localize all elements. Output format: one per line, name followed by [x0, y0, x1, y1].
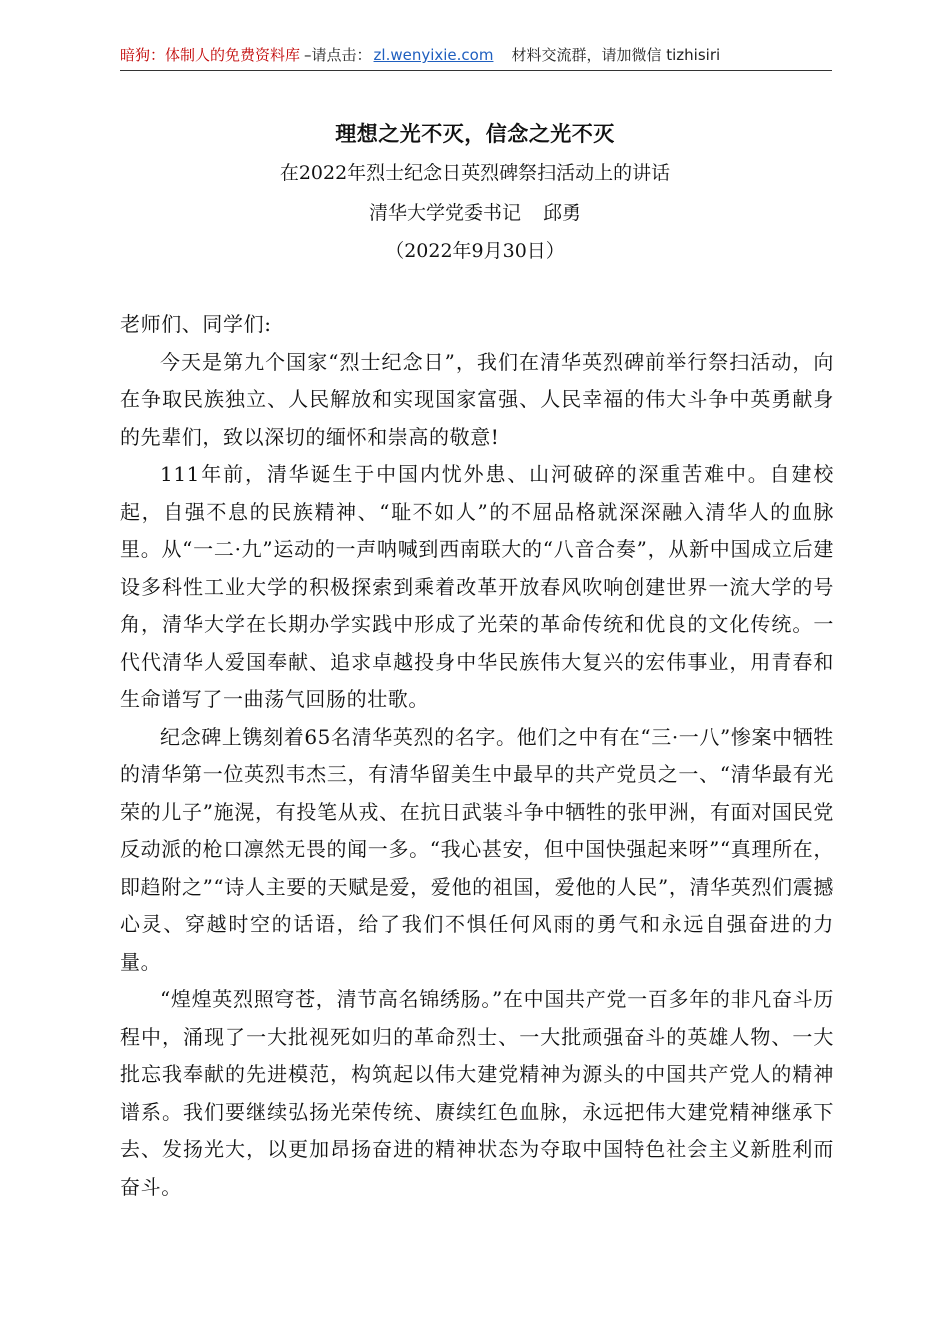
document-date: （2022年9月30日） — [385, 240, 565, 262]
header-divider — [120, 70, 832, 71]
paragraph-2: 111年前，清华诞生于中国内忧外患、山河破碎的深重苦难中。自建校起，自强不息的民族精神、“耻不如人”的不屈品格就深深融入清华人的血脉里。从“一二·九”运动的一声呐喊到西南联大的“八音合奏”，从新中国成立后建设多科性工业大学的积极探索到乘着改革开放春风吹响创建世界一流大学的号角，清华大学在长期办学实践中形成了光荣的革命传统和优良的文化传统。一代代清华人爱国奉献、追求卓越投身中华民族伟大复兴的宏伟事业，用青春和生命谱写了一曲荡气回肠的壮歌。 — [120, 462, 834, 711]
author-name: 邱勇 — [543, 202, 582, 224]
header-wechat: 材料交流群，请加微信 tizhisiri — [511, 46, 721, 64]
document-body — [120, 306, 834, 1206]
paragraph-1: 今天是第九个国家“烈士纪念日”，我们在清华英烈碑前举行祭扫活动，向在争取民族独立、人民解放和实现国家富强、人民幸福的伟大斗争中英勇献身的先辈们，致以深切的缅怀和崇高的敬意! — [120, 349, 834, 449]
salutation: 老师们、同学们: — [120, 312, 272, 336]
paragraph-4: “煌煌英烈照穹苍，清节高名锦绣肠。”在中国共产党一百多年的非凡奋斗历程中，涌现了一大批视死如归的革命烈士、一大批顽强奋斗的英雄人物、一大批忘我奉献的先进模范，构筑起以伟大建党精神为源头的中国共产党人的精神谱系。我们要继续弘扬光荣传统、赓续红色血脉，永远把伟大建党精神继承下去、发扬光大，以更加昂扬奋进的精神状态为夺取中国特色社会主义新胜利而奋斗。 — [120, 987, 834, 1199]
document-author — [0, 198, 950, 225]
page-header — [120, 44, 830, 65]
header-brand: 暗狗：体制人的免费资料库 — [120, 46, 301, 64]
header-link[interactable]: zl.wenyixie.com — [373, 46, 494, 64]
document-title: 理想之光不灭，信念之光不灭 — [335, 121, 615, 146]
document-subtitle: 在2022年烈士纪念日英烈碑祭扫活动上的讲话 — [279, 162, 671, 184]
author-title: 清华大学党委书记 — [368, 202, 521, 224]
paragraph-3: 纪念碑上镌刻着65名清华英烈的名字。他们之中有在“三·一八”惨案中牺牲的清华第一位英烈韦杰三，有清华留美生中最早的共产党员之一、“清华最有光荣的儿子”施滉，有投笔从戎、在抗日武装斗争中牺牲的张甲洲，有面对国民党反动派的枪口凛然无畏的闻一多。“我心甚安，但中国快强起来呀”“真理所在，即趋附之”“诗人主要的天赋是爱，爱他的祖国，爱他的人民”，清华英烈们震撼心灵、穿越时空的话语，给了我们不惧任何风雨的勇气和永远自强奋进的力量。 — [120, 724, 834, 974]
header-prompt: –请点击： — [304, 46, 372, 64]
